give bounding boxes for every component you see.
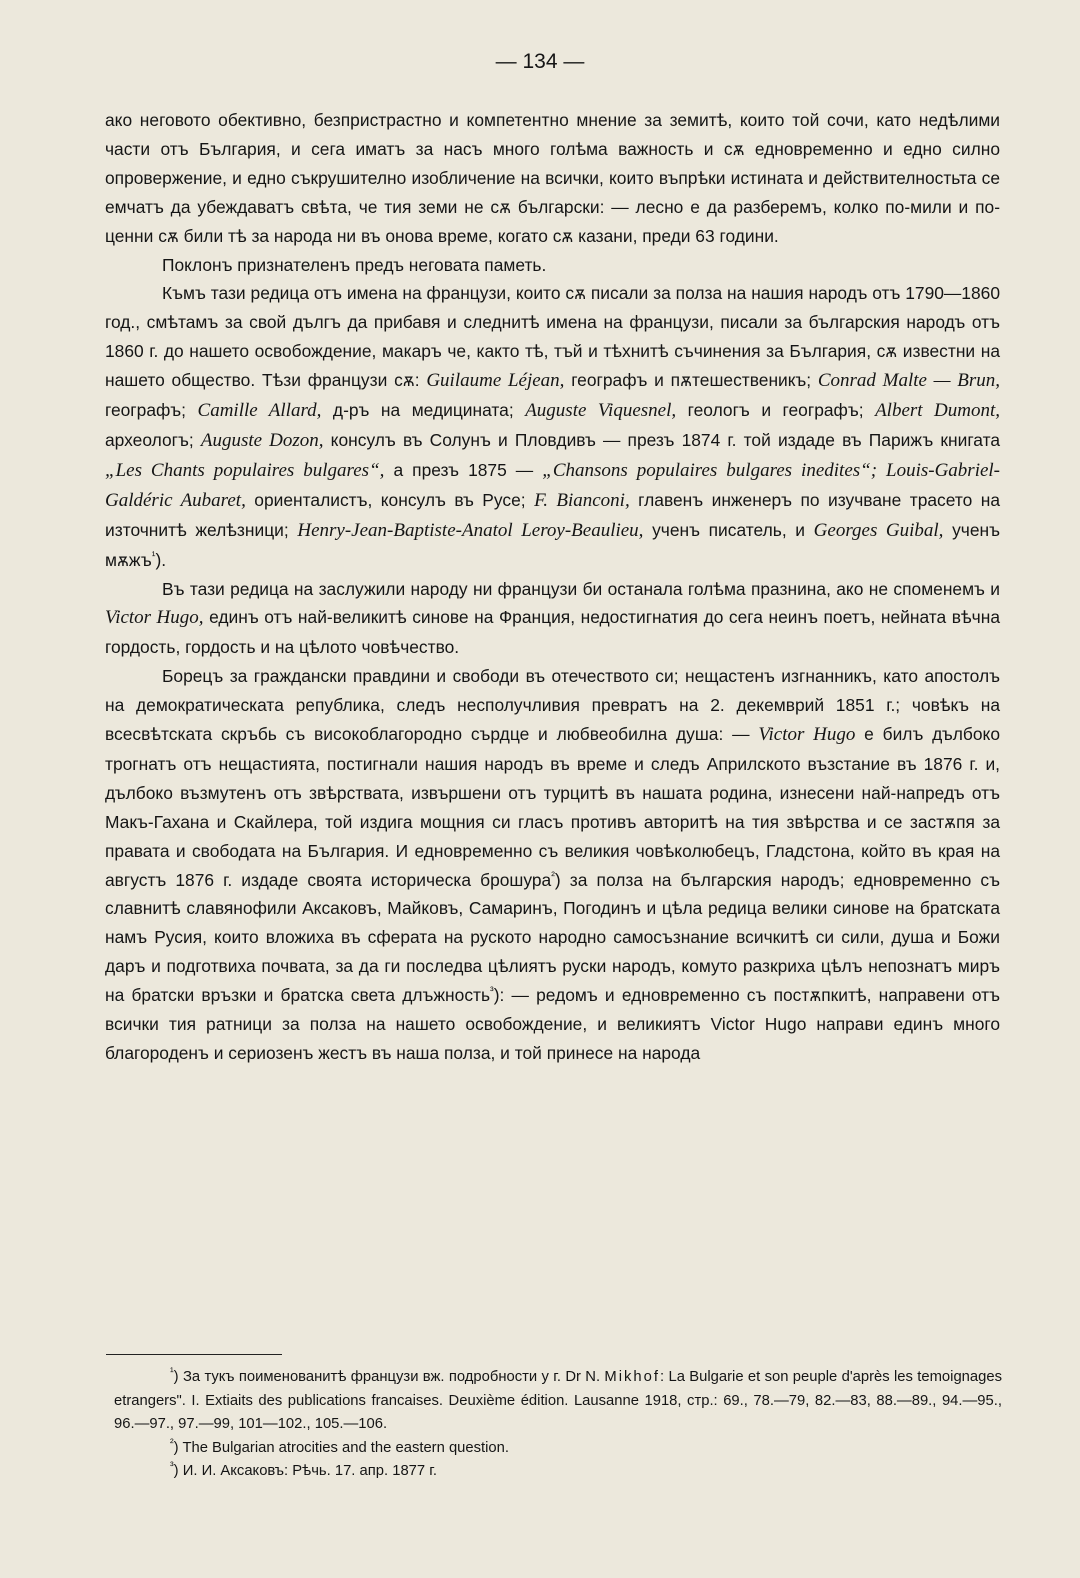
paragraph-4	[105, 575, 1000, 663]
name-auguste-viquesnel: Auguste Viquesnel,	[525, 400, 677, 422]
footnote-mark: ¹	[170, 1366, 174, 1379]
footnote-divider	[106, 1354, 282, 1355]
paragraph-2: Поклонъ признателенъ предъ неговата паметь.	[162, 254, 547, 275]
footnote-ref-2: ²	[551, 869, 555, 882]
name-conrad-malte-brun: Conrad Malte — Brun,	[817, 370, 1000, 392]
paragraph-3	[105, 279, 1000, 574]
text-run: археологъ;	[105, 429, 201, 450]
paragraph-1: ако неговото обективно, безпристрастно и компетентно мнение за земитѣ, които той сочи, като недѣлими части отъ България, и сега иматъ за насъ много голѣма важность и сѫ едновременно и едно силно опровержение, и едно съкрушително изобличение на всички, които въпрѣки истината и действителностьта се емчатъ да убеждаватъ свѣта, че тия земи не сѫ български: — лесно е да разберемъ, колко по-мили и по-ценни сѫ били тѣ за народа ни въ онова време, когато сѫ казани, преди 63 години.	[105, 110, 1000, 246]
text-run: Борецъ за граждански правдини и свободи въ отечеството си; нещастенъ изгнанникъ, като апостолъ на демократическата република, следъ несполучливия превратъ на 2. декемврий 1851 г.; човѣкъ на всесвѣтската скръбь съ високоблагородно сърдце и любвеобилна душа: —	[105, 666, 1000, 745]
text-run: геологъ и географъ;	[676, 400, 876, 421]
text-run: Въ тази редица на заслужили народу ни французи би останала голѣма празнина, ако не споменемъ и	[162, 578, 1000, 599]
footnotes	[114, 1366, 1002, 1484]
text-run: ): — редомъ и едновременно съ постѫпкитѣ, направени отъ всички тия ратници за полза на нашето освобождение, и великиятъ Victor Hugo направи единъ много благороденъ и сериозенъ жестъ въ наша полза, и той принесе на народа	[105, 985, 1000, 1063]
name-f-bianconi: F. Bianconi,	[534, 489, 630, 511]
text-run: единъ отъ най-великитѣ синове на Франция, недостигнатия до сега неинъ поетъ, нейната вѣчна гордость, гордость и на цѣлото човѣчество.	[105, 607, 1000, 658]
text-run: Къмъ тази редица отъ имена на французи, които сѫ писали за полза на нашия народъ отъ 1790—1860 год., смѣтамъ за свой дългъ да прибавя и следнитѣ имена на французи, писали за българския народъ отъ 1860 г. до нашето освобождение, макаръ че, както тѣ, тъй и тѣхнитѣ съчинения за България, сѫ известни на нашето общество. Тѣзи французи сѫ:	[105, 283, 1000, 391]
text-run: а презъ 1875 —	[384, 459, 543, 480]
text-run: ) The Bulgarian atrocities and the eastern question.	[173, 1439, 510, 1456]
text-run: географъ и пѫтешественикъ;	[564, 370, 818, 391]
book-title-chansons-aubaret: „Chansons populaires bulgares inedites“; Louis-Gabriel-Galdéric Aubaret,	[105, 459, 1001, 511]
name-georges-guibal: Georges Guibal,	[813, 519, 944, 541]
author-mikhof: Mikhof	[604, 1369, 661, 1385]
text-run: ) за полза на българския народъ; едновременно съ славнитѣ славянофили Аксаковъ, Майковъ, Самаринъ, Погодинъ и цѣла редица велики синове на братската намъ Русия, които вложиха въ сферата на руското народно самосъзнание всичкитѣ си сили, душа и Божи даръ и подготвиха почвата, за да ги последва цѣлиятъ руски народъ, комуто разкриха цѣлъ непознатъ миръ на братски връзки и братска света длъжность	[105, 869, 1000, 1006]
text-run: консулъ въ Солунъ и Пловдивъ — презъ 1874 г. той издаде въ Парижъ книгата	[323, 429, 1001, 450]
name-albert-dumont: Albert Dumont,	[875, 400, 1000, 422]
text-run: ).	[155, 549, 167, 570]
name-auguste-dozon: Auguste Dozon,	[200, 429, 324, 451]
text-run: главенъ инженеръ по изучване трасето на източнитѣ желѣзници;	[105, 489, 1001, 540]
name-guilaume-lejean: Guilaume Léjean,	[426, 370, 565, 392]
name-leroy-beaulieu: Henry-Jean-Baptiste-Anatol Leroy-Beaulieu,	[297, 519, 644, 541]
text-run: д-ръ на медицината;	[321, 400, 526, 421]
text-run: : La Bulgarie et son peuple d'après les temoignages etrangers". I. Extiaits des publications francaises. Deuxième édition. Lausanne 1918, стр.: 69., 78.—79, 82.—83, 88.—89., 94.—95., 96.—97., 97.—99, 101—102., 105.—106.	[114, 1369, 1002, 1433]
footnote-mark: ³	[170, 1460, 174, 1473]
footnote-ref-1: ¹	[151, 549, 156, 562]
text-run: ориенталистъ, консулъ въ Русе;	[245, 489, 535, 510]
footnote-1	[114, 1366, 1002, 1437]
name-victor-hugo: Victor Hugo	[758, 724, 856, 746]
main-text	[105, 106, 1000, 1068]
book-title-les-chants: „Les Chants populaires bulgares“,	[105, 459, 385, 481]
text-run: ученъ писатель, и	[643, 519, 814, 540]
text-run: е билъ дълбоко трогнатъ отъ нещастията, постигнали нашия народъ въ време и следъ Априлското възстание въ 1876 г. и, дълбоко възмутенъ отъ звѣрствата, извършени отъ турцитѣ въ нашата родина, изнесени най-напредъ отъ Макъ-Гахана и Скайлера, той издига мощния си гласъ противъ авторитѣ на тия звѣрства и се застѫпя за правата и свободата на България. И едновременно съ великия човѣколюбецъ, Гладстона, който въ края на августъ 1876 г. издаде своята историческа брошура	[105, 724, 1001, 890]
text-run: ) И. И. Аксаковъ: Рѣчь. 17. апр. 1877 г.	[173, 1463, 437, 1480]
page-number: — 134 —	[495, 50, 585, 73]
footnote-ref-3: ³	[490, 985, 494, 998]
name-camille-allard: Camille Allard,	[197, 400, 322, 422]
footnote-3	[114, 1460, 1002, 1484]
paragraph-5	[105, 662, 1000, 1068]
name-victor-hugo: Victor Hugo,	[105, 607, 204, 629]
footnote-mark: ²	[170, 1436, 174, 1449]
text-run: географъ;	[105, 400, 198, 421]
text-run: ) За тукъ поименованитѣ французи вж. подробности у г. Dr N.	[173, 1369, 605, 1385]
footnote-2	[114, 1437, 1002, 1461]
text-run: ученъ мѫжъ	[105, 519, 1000, 570]
